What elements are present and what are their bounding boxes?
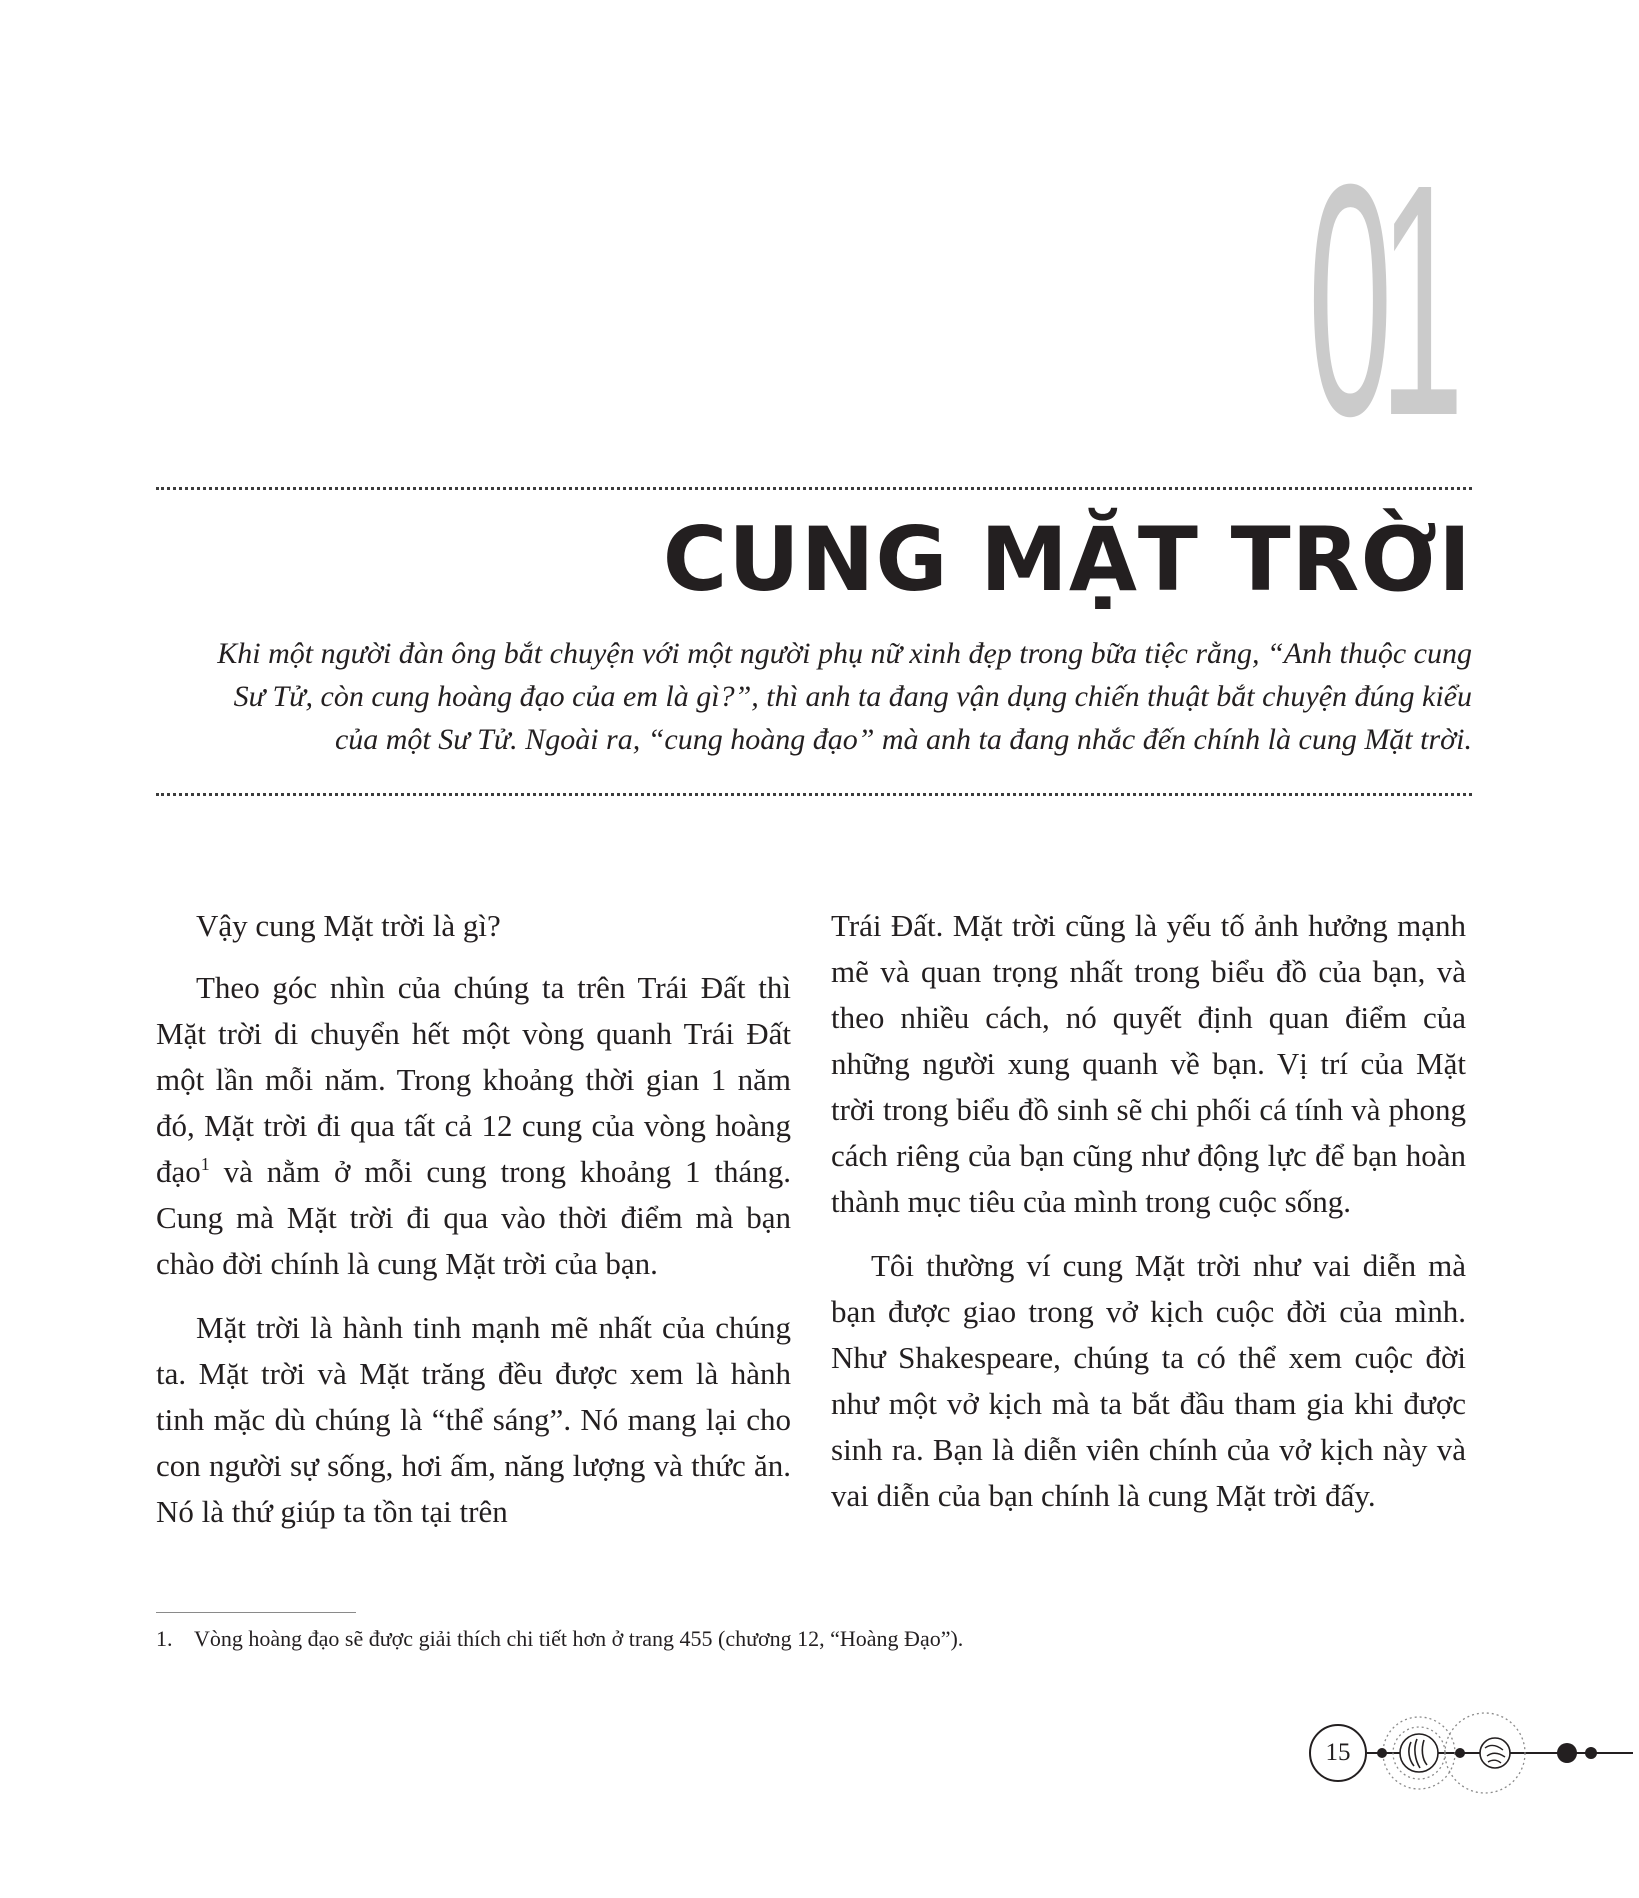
left-text-column <box>156 903 791 1553</box>
paragraph-text: và nằm ở mỗi cung trong khoảng 1 tháng. Cung mà Mặt trời đi qua vào thời điểm mà bạn chào đời chính là cung Mặt trời của bạn. <box>156 1154 791 1281</box>
chapter-number: 01 <box>1307 115 1451 484</box>
right-text-column <box>831 903 1466 1537</box>
planet-orbit-ornament-icon <box>1367 1690 1633 1816</box>
top-dotted-divider <box>156 487 1472 490</box>
footnote-reference[interactable]: 1 <box>200 1154 210 1174</box>
chapter-title: CUNG MẶT TRỜI <box>662 508 1472 611</box>
bottom-dotted-divider <box>156 793 1472 796</box>
chapter-epigraph: Khi một người đàn ông bắt chuyện với một người phụ nữ xinh đẹp trong bữa tiệc rằng, “Anh thuộc cung Sư Tử, còn cung hoàng đạo của em là gì?”, thì anh ta đang vận dụng chiến thuật bắt chuyện đúng kiểu của một Sư Tử. Ngoài ra, “cung hoàng đạo” mà anh ta đang nhắc đến chính là cung Mặt trời. <box>217 637 1472 756</box>
page-number: 15 <box>1309 1724 1367 1782</box>
footnote-rule <box>156 1612 356 1613</box>
footnote <box>156 1624 963 1654</box>
body-paragraph <box>156 965 791 1287</box>
body-paragraph: Mặt trời là hành tinh mạnh mẽ nhất của chúng ta. Mặt trời và Mặt trăng đều được xem là hành tinh mặc dù chúng là “thể sáng”. Nó mang lại cho con người sự sống, hơi ấm, năng lượng và thức ăn. Nó là thứ giúp ta tồn tại trên <box>156 1310 791 1529</box>
footnote-number: 1. <box>156 1626 173 1651</box>
body-paragraph: Tôi thường ví cung Mặt trời như vai diễn mà bạn được giao trong vở kịch cuộc đời của mình. Như Shakespeare, chúng ta có thể xem cuộc đời như một vở kịch mà ta bắt đầu tham gia khi được sinh ra. Bạn là diễn viên chính của vở kịch này và vai diễn của bạn chính là cung Mặt trời đấy. <box>831 1248 1466 1513</box>
body-paragraph: Vậy cung Mặt trời là gì? <box>196 908 501 943</box>
body-paragraph: Trái Đất. Mặt trời cũng là yếu tố ảnh hưởng mạnh mẽ và quan trọng nhất trong biểu đồ của bạn, và theo nhiều cách, nó quyết định quan điểm của những người xung quanh về bạn. Vị trí của Mặt trời trong biểu đồ sinh sẽ chi phối cá tính và phong cách riêng của bạn cũng như động lực để bạn hoàn thành mục tiêu của mình trong cuộc sống. <box>831 908 1466 1219</box>
footnote-text: Vòng hoàng đạo sẽ được giải thích chi tiết hơn ở trang 455 (chương 12, “Hoàng Đạo”). <box>194 1626 964 1651</box>
paragraph-text: Theo góc nhìn của chúng ta trên Trái Đất thì Mặt trời di chuyển hết một vòng quanh Trái Đất một lần mỗi năm. Trong khoảng thời gian 1 năm đó, Mặt trời đi qua tất cả 12 cung của vòng hoàng đạo <box>156 970 791 1189</box>
